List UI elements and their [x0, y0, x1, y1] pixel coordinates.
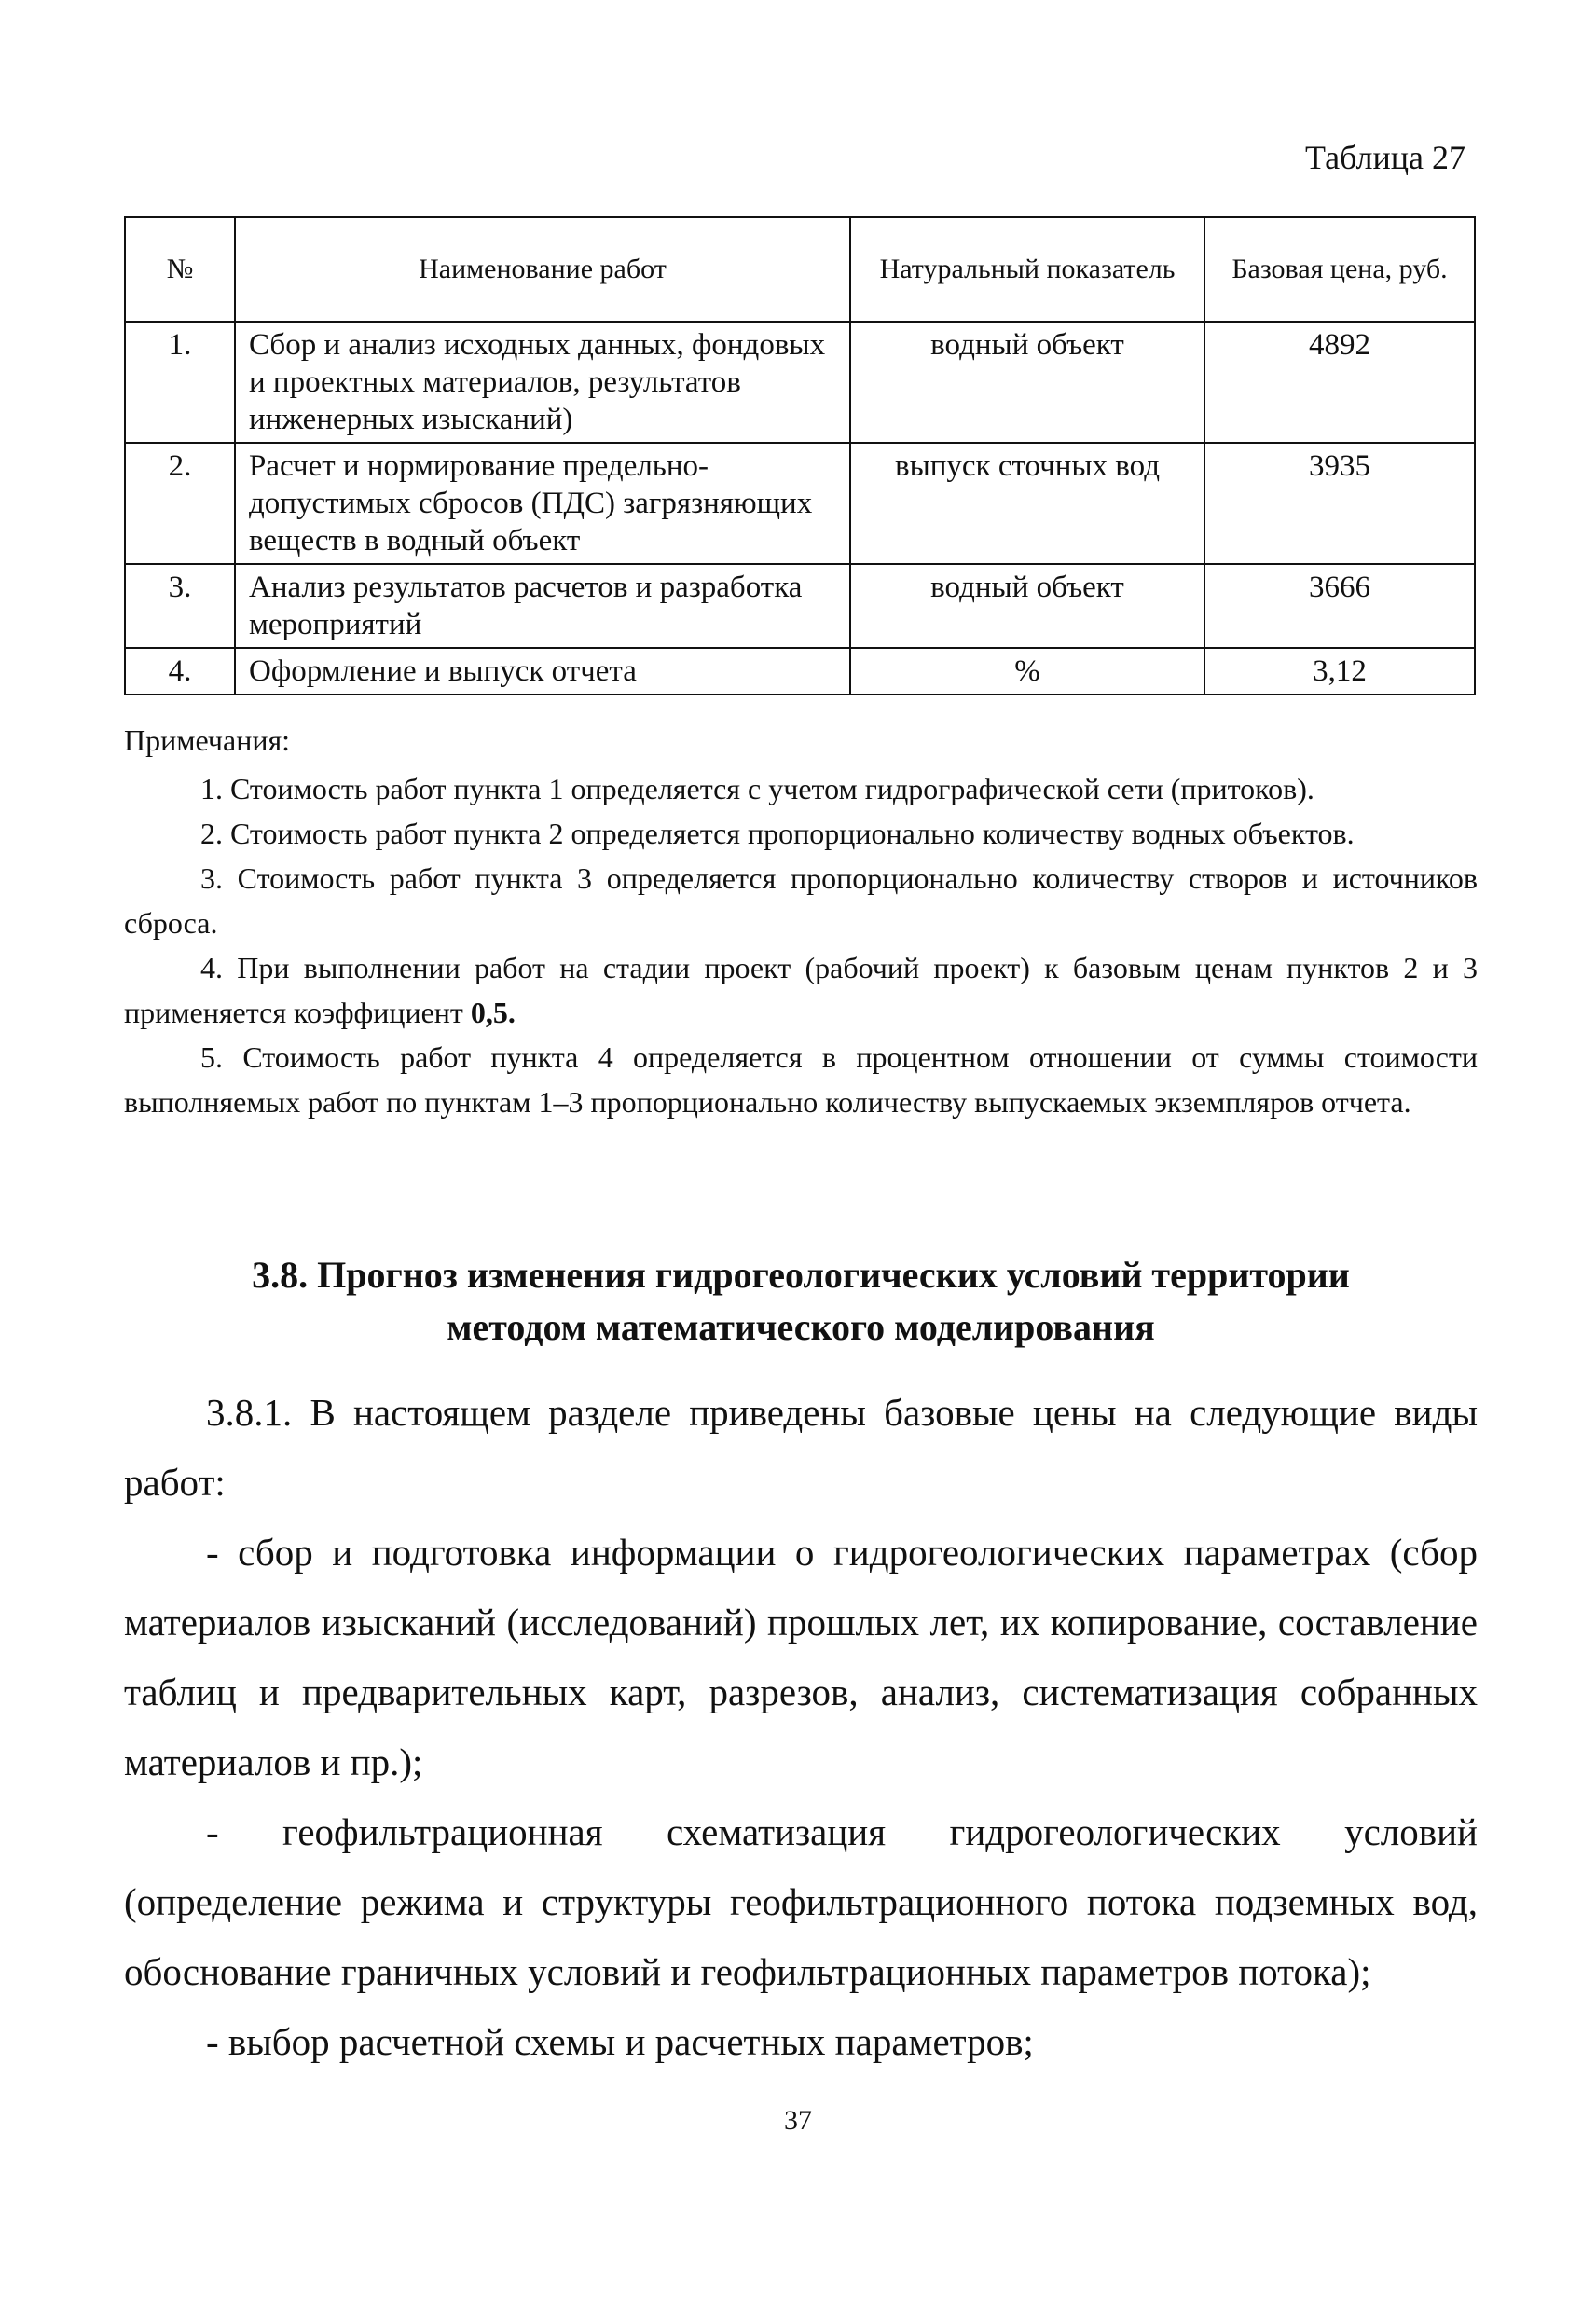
header-natural-indicator: Натуральный показатель	[850, 217, 1204, 322]
header-work-name: Наименование работ	[235, 217, 850, 322]
note-item	[124, 945, 1478, 1035]
table-row	[125, 564, 1475, 648]
notes-title: Примечания:	[124, 723, 291, 757]
row-work-name: Расчет и нормирование предельно-допустимых сбросов (ПДС) загрязняющих веществ в водный объект	[235, 443, 850, 564]
row-number: 2.	[125, 443, 235, 564]
body-paragraph: - выбор расчетной схемы и расчетных параметров;	[206, 2020, 1034, 2063]
note-item: 3. Стоимость работ пункта 3 определяется пропорционально количеству створов и источников сброса.	[124, 861, 1478, 940]
row-work-name: Сбор и анализ исходных данных, фондовых и проектных материалов, результатов инженерных изысканий)	[235, 322, 850, 443]
header-base-price: Базовая цена, руб.	[1204, 217, 1475, 322]
body-paragraph: - сбор и подготовка информации о гидрогеологических параметрах (сбор материалов изысканий (исследований) прошлых лет, их копирование, составление таблиц и предварительных карт, разрезов, анализ, систематизация собранных материалов и пр.);	[124, 1531, 1478, 1783]
note-item: 2. Стоимость работ пункта 2 определяется пропорционально количеству водных объектов.	[200, 817, 1355, 850]
row-work-name: Оформление и выпуск отчета	[235, 648, 850, 695]
row-natural-indicator: водный объект	[850, 322, 1204, 443]
table-row	[125, 322, 1475, 443]
table-row	[125, 443, 1475, 564]
section-body	[124, 1378, 1478, 2077]
page-number: 37	[784, 2105, 812, 2136]
section-heading-line-1: 3.8. Прогноз изменения гидрогеологических условий территории	[252, 1254, 1350, 1296]
row-base-price: 3935	[1204, 443, 1475, 564]
works-price-table	[124, 216, 1476, 695]
section-heading	[124, 1249, 1478, 1354]
row-base-price: 3666	[1204, 564, 1475, 648]
table-header-row	[125, 217, 1475, 322]
row-natural-indicator: %	[850, 648, 1204, 695]
row-work-name: Анализ результатов расчетов и разработка мероприятий	[235, 564, 850, 648]
row-number: 4.	[125, 648, 235, 695]
header-number: №	[125, 217, 235, 322]
table-caption: Таблица 27	[1305, 139, 1465, 176]
row-base-price: 3,12	[1204, 648, 1475, 695]
note-item-text: 4. При выполнении работ на стадии проект (рабочий проект) к базовым ценам пунктов 2 и 3 применяется коэффициент	[124, 951, 1478, 1029]
row-number: 1.	[125, 322, 235, 443]
body-paragraph: - геофильтрационная схематизация гидрогеологических условий (определение режима и структуры геофильтрационного потока подземных вод, обоснование граничных условий и геофильтрационных параметров потока);	[124, 1810, 1478, 1993]
row-natural-indicator: выпуск сточных вод	[850, 443, 1204, 564]
note-item: 1. Стоимость работ пункта 1 определяется с учетом гидрографической сети (притоков).	[200, 772, 1314, 805]
note-coefficient: 0,5.	[470, 996, 516, 1029]
section-heading-line-2: методом математического моделирования	[447, 1306, 1155, 1348]
notes-section	[124, 718, 1478, 1124]
row-natural-indicator: водный объект	[850, 564, 1204, 648]
note-item: 5. Стоимость работ пункта 4 определяется в процентном отношении от суммы стоимости выполняемых работ по пунктам 1–3 пропорционально количеству выпускаемых экземпляров отчета.	[124, 1040, 1478, 1119]
row-base-price: 4892	[1204, 322, 1475, 443]
body-paragraph: 3.8.1. В настоящем разделе приведены базовые цены на следующие виды работ:	[124, 1391, 1478, 1504]
table-row	[125, 648, 1475, 695]
row-number: 3.	[125, 564, 235, 648]
